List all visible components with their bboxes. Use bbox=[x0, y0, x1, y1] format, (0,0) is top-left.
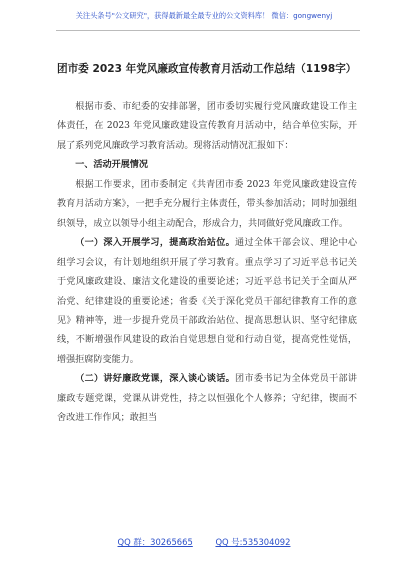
item2-lead: （二）讲好廉政党课，深入谈心谈话。 bbox=[75, 374, 236, 385]
document-body bbox=[57, 98, 357, 429]
footer-qq-number[interactable]: QQ 号:535304092 bbox=[215, 537, 291, 547]
section1-paragraph: 根据工作要求，团市委制定《共青团市委 2023 年党风廉政建设宣传教育月活动方案》，一把手充分履行主体责任，带头参加活动；同时加强组织领导，成立以领导小组主动配合，形成合力，共同做好党风廉政工作。 bbox=[57, 179, 357, 229]
header-divider bbox=[56, 30, 360, 31]
header-promo-note: 关注头条号"公文研究"，获得最新最全最专业的公文资料库！ 微信：gongwenyj bbox=[75, 11, 333, 20]
item2-paragraph bbox=[57, 370, 357, 428]
footer-contact bbox=[0, 536, 408, 548]
item1-paragraph bbox=[57, 234, 357, 370]
intro-paragraph: 根据市委、市纪委的安排部署，团市委切实履行党风廉政建设工作主体责任，在 2023 年党风廉政建设宣传教育月活动中，结合单位实际，开展了系列党风廉政学习教育活动。现将活动情况汇报如下： bbox=[57, 102, 357, 151]
footer-qq-group[interactable]: QQ 群：30265665 bbox=[117, 537, 193, 547]
item2-text: 团市委书记为全体党员干部讲廉政专题党课，党课从讲党性，持之以恒强化个人修养；守纪律，锲而不舍改进工作作风；敢担当 bbox=[57, 374, 357, 424]
document-title: 团市委 2023 年党风廉政宣传教育月活动工作总结（1198字） bbox=[57, 63, 357, 75]
item1-lead: （一）深入开展学习，提高政治站位。 bbox=[75, 238, 236, 249]
item1-text: 通过全体干部会议、理论中心组学习会议，有计划地组织开展了学习教育。重点学习了习近平总书记关于党风廉政建设、廉洁文化建设的重要论述；习近平总书记关于全面从严治党、纪律建设的重要论述；省委《关于深化党员干部纪律教育工作的意见》精神等，进一步提升党员干部政治站位、提高思想认识、坚守纪律底线，不断增强作风建设的政治自觉思想自觉和行动自觉，提高党性觉悟，增强拒腐防变能力。 bbox=[57, 238, 357, 365]
section-heading-1: 一、活动开展情况 bbox=[75, 160, 148, 171]
